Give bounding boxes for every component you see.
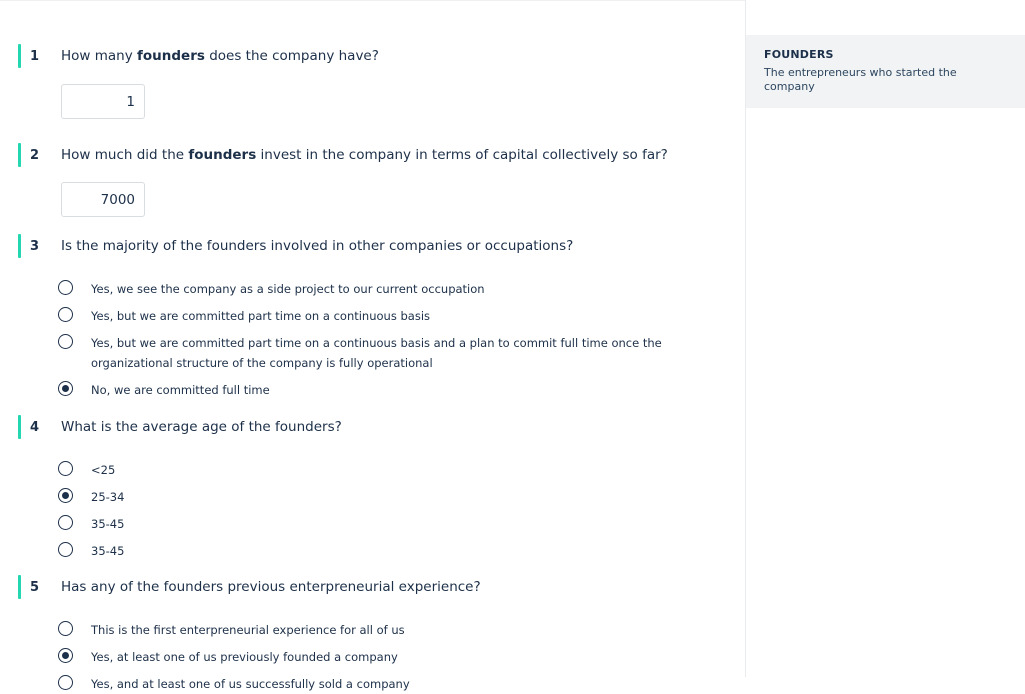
option-label: Yes, but we are committed part time on a continuous basis — [91, 309, 431, 323]
radio-button[interactable] — [58, 515, 73, 530]
radio-button[interactable] — [58, 381, 73, 396]
radio-button[interactable] — [58, 461, 73, 476]
radio-button[interactable] — [58, 488, 73, 503]
founders-capital-input[interactable] — [61, 182, 145, 217]
question-text: Has any of the founders previous enterpreneurial experience? — [61, 579, 481, 595]
question-text: How much did the founders invest in the company in terms of capital collectively so far? — [61, 147, 668, 163]
term-definition-card — [746, 35, 1025, 108]
option-label: This is the first enterpreneurial experience for all of us — [91, 623, 405, 637]
radio-button[interactable] — [58, 280, 73, 295]
question-3-header — [18, 233, 574, 259]
radio-button[interactable] — [58, 307, 73, 322]
option-label: 35-45 — [91, 544, 125, 558]
question-2-header — [18, 142, 668, 168]
radio-button[interactable] — [58, 675, 73, 690]
question-number: 4 — [30, 419, 40, 435]
founders-count-input[interactable] — [61, 84, 145, 119]
question-number: 3 — [30, 238, 40, 254]
option-label: 35-45 — [91, 517, 125, 531]
help-sidebar — [745, 0, 1024, 677]
option-label: Yes, and at least one of us successfully sold a company — [91, 677, 410, 691]
option-label: <25 — [91, 463, 116, 477]
question-number: 5 — [30, 579, 40, 595]
term-title: FOUNDERS — [764, 48, 834, 61]
option-label: 25-34 — [91, 490, 125, 504]
question-number: 2 — [30, 147, 40, 163]
option-label: Yes, but we are committed part time on a continuous basis and a plan to commit full time once the organizational structure of the company is fully operational — [91, 336, 662, 370]
question-5-header — [18, 574, 481, 600]
option-label: No, we are committed full time — [91, 383, 270, 397]
option-label: Yes, at least one of us previously founded a company — [91, 650, 398, 664]
question-1-header — [18, 43, 379, 69]
term-description: The entrepreneurs who started the company — [764, 66, 957, 93]
radio-button[interactable] — [58, 542, 73, 557]
question-text: How many founders does the company have? — [61, 48, 379, 64]
question-number: 1 — [30, 48, 40, 64]
question-text: Is the majority of the founders involved in other companies or occupations? — [61, 238, 574, 254]
radio-button[interactable] — [58, 621, 73, 636]
question-marker — [18, 415, 21, 439]
question-marker — [18, 234, 21, 258]
question-marker — [18, 143, 21, 167]
radio-button[interactable] — [58, 334, 73, 349]
radio-button[interactable] — [58, 648, 73, 663]
option-label: Yes, we see the company as a side project to our current occupation — [91, 282, 485, 296]
question-marker — [18, 575, 21, 599]
question-4-header — [18, 414, 342, 440]
question-text: What is the average age of the founders? — [61, 419, 342, 435]
question-marker — [18, 44, 21, 68]
